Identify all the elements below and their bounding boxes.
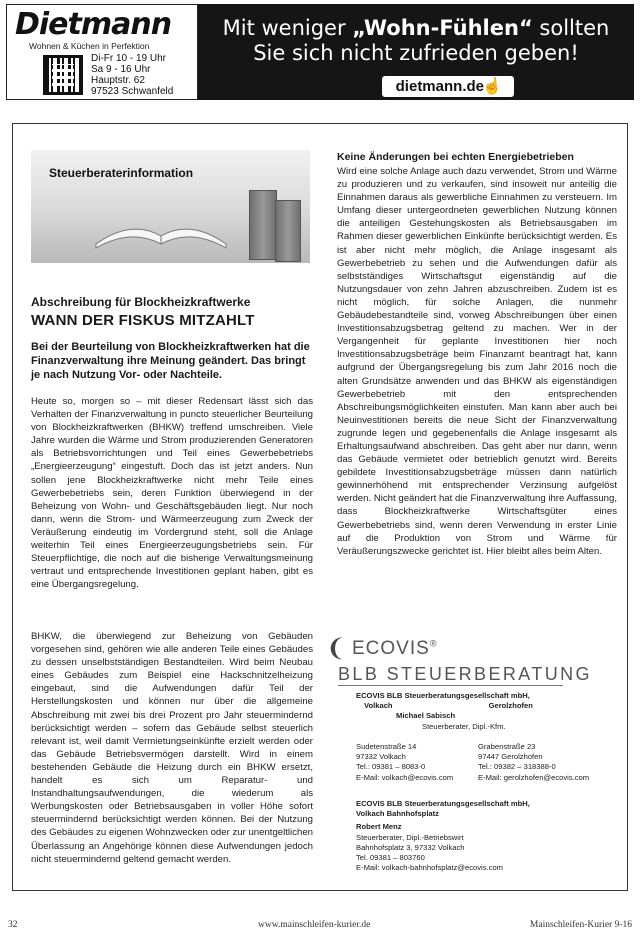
hours-weekday: Di-Fr 10 - 19 Uhr [91,53,167,64]
slogan-part: sollten [532,16,610,40]
office-1-header [356,691,533,732]
firm-name: ECOVIS BLB Steuerberatungsgesellschaft mbH, [356,799,530,808]
article-paragraph: BHKW, die überwiegend zur Beheizung von Gebäuden vorgesehen sind, gehören wie alle anderen Teile eines Gebäudes zu dessen unselbstständigen Bestandteilen. Wird beim Neubau eines Gebäudes zum Beispiel eine Hackschnitzelheizung eingebaut, sind die Aufwendungen dafür Teil der Herstellungskosten und können nur über die allgemeine Abschreibung mit zwei bis drei Prozent pro Jahr steuermindernd berücksichtigt werden – sofern das Gebäude selbst steuerlich relevant ist, weil damit Vermietungseinkünfte erzielt werden oder das Gebäude Betriebsvermögen darstellt. Wird in einem bestehenden Gebäude die Heizung durch ein BHKW ersetzt, handelt es sich um Reparatur- und Instandhaltungsaufwendungen, die wiederum als Werbungskosten oder Betriebsausgaben in voller Höhe sofort steuermindernd berücksichtigt werden können. Bei der Nutzung des Gebäudes zu eigenen Wohnzwecken oder zur unentgeltlichen Überlassung an Angehörige können diese Aufwendungen jedoch nicht steuermindernd geltend gemacht werden. [31,631,313,865]
office-bahnhofsplatz [356,799,530,873]
hero-image [31,150,310,263]
blb-steuerberatung: BLB STEUERBERATUNG [338,664,592,684]
person-role: Steuerberater, Dipl.-Kfm. [422,721,506,731]
divider [338,685,563,686]
ecovis-reg-mark: ® [429,638,438,649]
address-email[interactable]: E-Mail: gerolzhofen@ecovis.com [478,772,590,782]
standing-book-icon [249,190,277,260]
hero-title: Steuerberaterinformation [49,166,194,180]
address-email[interactable]: E-Mail: volkach@ecovis.com [356,772,454,782]
address-phone: Tel.: 09382 – 318388-0 [478,762,556,772]
store-city: 97523 Schwanfeld [91,86,174,97]
standing-book-icon [275,200,301,262]
store-street: Hauptstr. 62 [91,75,145,86]
location-gerolzhofen: Gerolzhofen [488,701,533,711]
slogan-emphasis: „Wohn-Fühlen“ [352,16,533,40]
ecovis-name-text: ECOVIS [352,638,430,659]
store-info [91,53,173,97]
slogan-part: Mit weniger [222,16,353,40]
ecovis-mark-icon: ❨ [326,635,347,662]
brand-logo: Dietmann [15,7,172,42]
ecovis-name [352,638,437,660]
ad-slogan [198,16,634,66]
ad-left-panel [6,4,198,100]
pointer-hand-icon: ☝ [482,78,502,95]
hours-saturday: Sa 9 - 16 Uhr [91,64,151,75]
firm-location: Volkach Bahnhofsplatz [356,809,439,819]
article-subheading: Keine Änderungen bei echten Energiebetrieben [337,151,574,163]
address-city: 97332 Volkach [356,752,406,762]
address-city: 97447 Gerolzhofen [478,752,543,762]
address-phone: Tel. 09381 – 803760 [356,853,425,863]
article-lead: Bei der Beurteilung von Blockheizkraftwerken hat die Finanzverwaltung ihre Meinung geändert. Das bringt je nach Nutzung Vor- oder Nachteile. [31,341,310,381]
page-number: 32 [8,920,18,930]
firm-name: ECOVIS BLB Steuerberatungsgesellschaft mbH, [356,691,530,700]
open-book-icon [91,214,231,254]
footer-issue: Mainschleifen-Kurier 9-16 [529,920,632,930]
address-street: Sudetenstraße 14 [356,742,417,751]
article-paragraph: Wird eine solche Anlage auch dazu verwendet, Strom und Wärme zu produzieren und zu verkaufen, sind insoweit nur anteilig die Einnahmen daraus als gewerbliche Einnahmen zu versteuern. Im Umfang dieser untergeordneten gewerblichen Nutzung können die anteiligen Gestehungskosten als Betriebsausgaben im Rahmen dieser gewerblichen Einkünfte berücksichtigt werden. Es ist aber nicht mehr möglich, die Anlage insgesamt als Gewerbebetrieb zu sehen und die Aufwendungen dafür als selbstständiges Wirtschaftsgut eigenständig auf die Nutzungsdauer von zehn Jahren abzuschreiben. Zudem ist es nicht möglich, für solche Anlagen, die nunmehr Gebäudebestandteile sind, vorweg Abschreibungen über einen Investitionsabzugsbetrag geltend zu machen. Wer in der Vergangenheit für geplante Investitionen hier noch Investitionsabzugsbeträge beim Finanzamt beantragt hat, kann aufgrund der Übergangsregelung bis zum Jahr 2016 noch die alten Grundsätze anwenden und das BHKW als eigenständigen Gewerbebetrieb mit den entsprechenden Abschreibungsmöglichkeiten einstufen. Man kann aber auch bei Neuinvestitionen bereits die neue Sicht der Finanzverwaltung zugrunde legen und gegebenenfalls die Anlage insgesamt als Erhaltungsaufwand abschreiben. Das geht aber nur dann, wenn das Gebäude vermietet oder betrieblich genutzt wird. Bereits gebildete Investitionsabzugsbeträge müssen dann natürlich gewinnerhöhend mit entsprechender Verzinsung aufgelöst werden. Nicht geändert hat die Finanzverwaltung ihre Auffassung, dass Blockheizkraftwerke Wirtschaftsgüter eines Gewerbebetriebs sind, wenn deren Verwendung in erster Linie auf die Produktion von Strom und Wärme für Veräußerungszwecke gerichtet ist. Hier bleibt alles beim Alten. [337,166,617,557]
address-phone: Tel.: 09381 – 8083-0 [356,762,426,772]
address-street: Grabenstraße 23 [478,742,536,751]
office-volkach-address [356,742,453,783]
footer-site[interactable]: www.mainschleifen-kurier.de [258,920,371,930]
article-paragraph: Heute so, morgen so – mit dieser Redensart lässt sich das Verhalten der Finanzverwaltung in puncto steuerlicher Beurteilung von Blockheizkraftwerken (BHKW) treffend umschreiben. Viele Jahre wurden die Wärme und Strom produzierenden Generatoren als Betriebsvorrichtungen und Teil eines Gewerbebetriebs „Energieerzeugung“ eingestuft. Doch das ist jetzt anders. Nun sollen jene Blockheizkraftwerke nicht mehr Teile eines Gewerbebetriebs sein, deren Funktion überwiegend in der Beheizung von Wohn- und Geschäftsgebäuden liegt. Nur noch dann, wenn die Strom- und Wärmeerzeugung zum Zweck der Veräußerung eindeutig im Vordergrund steht, soll die Anlage weiterhin Teil eines Energieerzeugungsbetriebs sein. Für Steuerpflichtige, die noch auf die bisherige Verwaltungsmeinung vertraut und entsprechende Investitionen geplant haben, gibt es eine Übergangsregelung. [31,396,313,591]
person-name: Michael Sabisch [396,711,456,721]
brand-tagline: Wohnen & Küchen in Perfektion [29,41,150,51]
qr-code-icon [43,55,83,95]
address-street: Bahnhofsplatz 3, 97332 Volkach [356,842,465,852]
location-volkach: Volkach [364,701,393,711]
person-role: Steuerberater, Dipl.-Betriebswirt [356,832,464,842]
ad-right-panel [198,4,634,100]
article-headline: WANN DER FISKUS MITZAHLT [31,312,255,329]
slogan-line-2: Sie sich nicht zufrieden geben! [253,41,579,65]
person-name: Robert Menz [356,822,402,832]
ad-url-link[interactable]: dietmann.de [382,76,514,97]
office-gerolzhofen-address [478,742,589,783]
article-kicker: Abschreibung für Blockheizkraftwerke [31,295,251,309]
address-email[interactable]: E-Mail: volkach-bahnhofsplatz@ecovis.com [356,863,503,873]
